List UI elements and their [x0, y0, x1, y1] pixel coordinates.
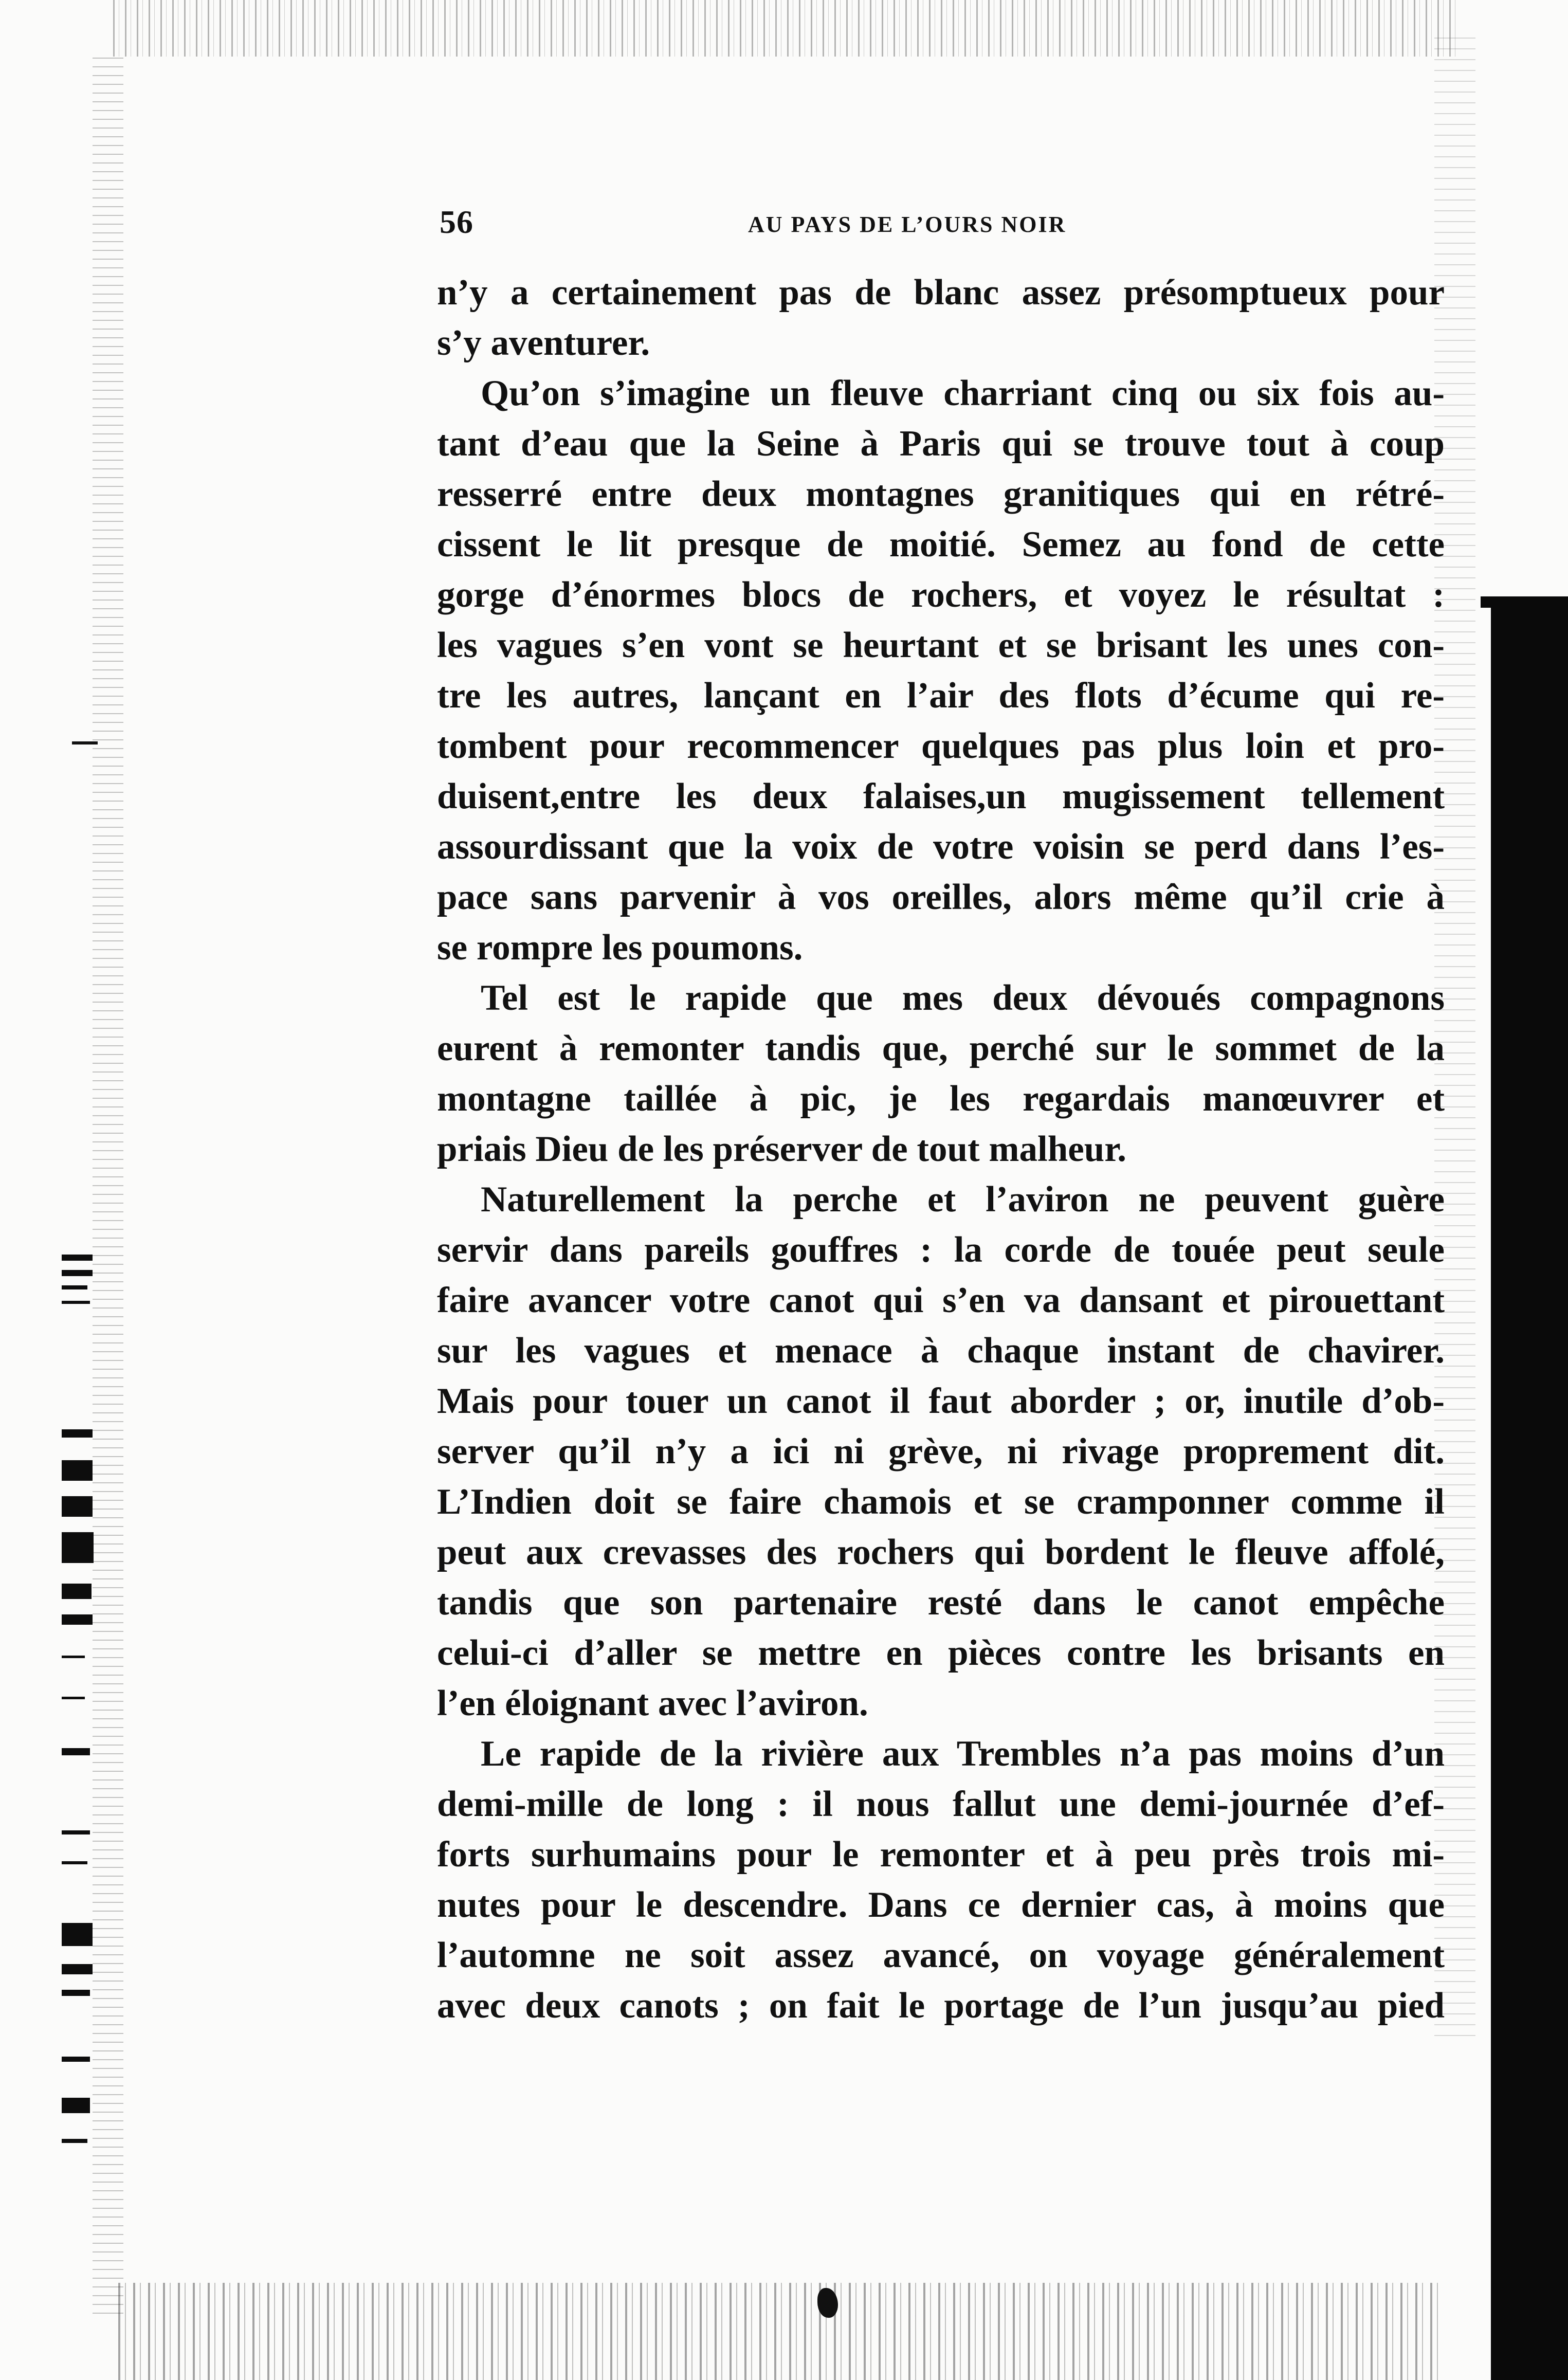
text-line: Le rapide de la rivière aux Trembles n’a pas moins d’un	[481, 1734, 1445, 1774]
page-number: 56	[440, 204, 473, 240]
text-line: sur les vagues et menace à chaque instant de chavirer.	[437, 1331, 1445, 1371]
text-line: celui-ci d’aller se mettre en pièces contre les brisants en	[437, 1633, 1445, 1673]
text-line: Qu’on s’imagine un fleuve charriant cinq ou six fois au-	[481, 373, 1445, 413]
text-line: servir dans pareils gouffres : la corde de touée peut seule	[437, 1230, 1445, 1270]
text-line: tant d’eau que la Seine à Paris qui se trouve tout à coup	[437, 424, 1445, 464]
text-line: tre les autres, lançant en l’air des flots d’écume qui re-	[437, 676, 1445, 716]
text-line: se rompre les poumons.	[437, 928, 803, 968]
text-line: Mais pour touer un canot il faut aborder ; or, inutile d’ob-	[437, 1381, 1445, 1421]
text-line: Naturellement la perche et l’aviron ne peuvent guère	[481, 1179, 1445, 1220]
text-line: server qu’il n’y a ici ni grève, ni rivage proprement dit.	[437, 1431, 1445, 1471]
text-line: forts surhumains pour le remonter et à peu près trois mi-	[437, 1834, 1445, 1875]
text-line: gorge d’énormes blocs de rochers, et voyez le résultat :	[437, 575, 1445, 615]
body-text	[437, 267, 1445, 2031]
text-line: pace sans parvenir à vos oreilles, alors même qu’il crie à	[437, 877, 1445, 917]
text-line: l’en éloignant avec l’aviron.	[437, 1683, 868, 1723]
running-title: AU PAYS DE L’OURS NOIR	[748, 212, 1067, 237]
text-line: eurent à remonter tandis que, perché sur le sommet de la	[437, 1028, 1445, 1068]
text-line: l’automne ne soit assez avancé, on voyage généralement	[437, 1935, 1445, 1975]
text-line: nutes pour le descendre. Dans ce dernier cas, à moins que	[437, 1885, 1445, 1925]
text-line: peut aux crevasses des rochers qui bordent le fleuve affolé,	[437, 1532, 1445, 1572]
text-line: les vagues s’en vont se heurtant et se brisant les unes con-	[437, 625, 1445, 665]
scan-edge-shadow	[1491, 602, 1568, 2380]
text-line: Tel est le rapide que mes deux dévoués compagnons	[481, 978, 1445, 1018]
text-line: s’y aventurer.	[437, 323, 650, 363]
text-line: demi-mille de long : il nous fallut une demi-journée d’ef-	[437, 1784, 1445, 1824]
text-line: avec deux canots ; on fait le portage de l’un jusqu’au pied	[437, 1986, 1445, 2026]
text-line: assourdissant que la voix de votre voisin se perd dans l’es-	[437, 827, 1445, 867]
text-line: duisent,entre les deux falaises,un mugissement tellement	[437, 776, 1445, 816]
text-line: faire avancer votre canot qui s’en va dansant et pirouettant	[437, 1280, 1445, 1320]
text-line: n’y a certainement pas de blanc assez présomptueux pour	[437, 272, 1445, 313]
text-line: cissent le lit presque de moitié. Semez au fond de cette	[437, 524, 1445, 565]
text-line: tombent pour recommencer quelques pas plus loin et pro-	[437, 726, 1445, 766]
text-line: montagne taillée à pic, je les regardais manœuvrer et	[437, 1079, 1445, 1119]
text-line: tandis que son partenaire resté dans le canot empêche	[437, 1583, 1445, 1623]
text-line: resserré entre deux montagnes granitiques qui en rétré-	[437, 474, 1445, 514]
text-line: priais Dieu de les préserver de tout malheur.	[437, 1129, 1126, 1169]
scan-noise-bottom	[118, 2283, 1445, 2380]
binding-marks	[62, 1255, 165, 2190]
scan-noise-top	[113, 0, 1460, 57]
page-header	[440, 203, 1180, 249]
margin-dash-mark	[72, 741, 98, 744]
text-line: L’Indien doit se faire chamois et se cramponner comme il	[437, 1482, 1445, 1522]
